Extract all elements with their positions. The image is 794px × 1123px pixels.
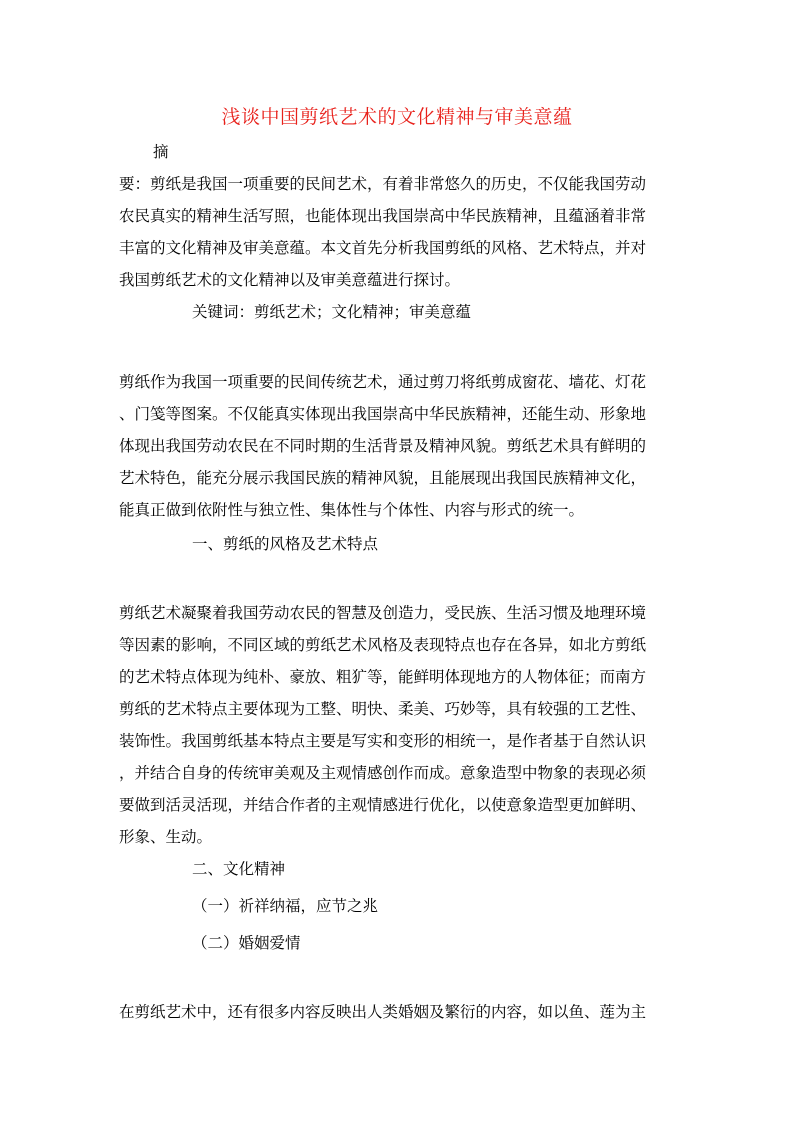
subheading-2 bbox=[119, 927, 675, 959]
section-heading-2 bbox=[119, 853, 675, 885]
document-title: 浅谈中国剪纸艺术的文化精神与审美意蕴 bbox=[221, 106, 573, 128]
heading-text: 一、剪纸的风格及艺术特点 bbox=[192, 535, 379, 553]
abstract bbox=[119, 136, 675, 296]
subheading-text: （一）祈祥纳福，应节之兆 bbox=[192, 897, 379, 915]
paragraph-line: 形象、生动。 bbox=[119, 828, 213, 846]
paragraph-line: 、门笺等图案。不仅能真实体现出我国崇高中华民族精神，还能生动、形象地 bbox=[119, 405, 647, 423]
paragraph-1 bbox=[119, 366, 675, 526]
paragraph-line: 要做到活灵活现，并结合作者的主观情感进行优化，以使意象造型更加鲜明、 bbox=[119, 796, 647, 814]
paragraph-line: ，并结合自身的传统审美观及主观情感创作而成。意象造型中物象的表现必须 bbox=[119, 764, 647, 782]
paragraph-line: 艺术特色，能充分展示我国民族的精神风貌，且能展现出我国民族精神文化， bbox=[119, 469, 647, 487]
keywords-line: 关键词：剪纸艺术；文化精神；审美意蕴 bbox=[192, 303, 472, 321]
paragraph-line: 剪纸艺术凝聚着我国劳动农民的智慧及创造力，受民族、生活习惯及地理环境 bbox=[119, 604, 647, 622]
subheading-text: （二）婚姻爱情 bbox=[192, 934, 301, 952]
subheading-1 bbox=[119, 890, 675, 922]
section-heading-1 bbox=[119, 528, 675, 560]
paragraph-3 bbox=[119, 996, 675, 1028]
abstract-line: 要：剪纸是我国一项重要的民间艺术，有着非常悠久的历史，不仅能我国劳动 bbox=[119, 175, 647, 193]
abstract-line: 我国剪纸艺术的文化精神以及审美意蕴进行探讨。 bbox=[119, 271, 461, 289]
paragraph-line: 装饰性。我国剪纸基本特点主要是写实和变形的相统一，是作者基于自然认识 bbox=[119, 732, 647, 750]
paragraph-line: 在剪纸艺术中，还有很多内容反映出人类婚姻及繁衍的内容，如以鱼、莲为主 bbox=[119, 1003, 647, 1021]
keywords bbox=[119, 296, 675, 328]
abstract-line: 丰富的文化精神及审美意蕴。本文首先分析我国剪纸的风格、艺术特点，并对 bbox=[119, 239, 647, 257]
paragraph-line: 体现出我国劳动农民在不同时期的生活背景及精神风貌。剪纸艺术具有鲜明的 bbox=[119, 437, 647, 455]
abstract-line: 农民真实的精神生活写照，也能体现出我国崇高中华民族精神，且蕴涵着非常 bbox=[119, 207, 647, 225]
paragraph-line: 剪纸作为我国一项重要的民间传统艺术，通过剪刀将纸剪成窗花、墙花、灯花 bbox=[119, 373, 647, 391]
heading-text: 二、文化精神 bbox=[192, 860, 286, 878]
paragraph-2 bbox=[119, 597, 675, 853]
paragraph-line: 剪纸的艺术特点主要体现为工整、明快、柔美、巧妙等，具有较强的工艺性、 bbox=[119, 700, 647, 718]
paragraph-line: 的艺术特点体现为纯朴、豪放、粗犷等，能鲜明体现地方的人物体征；而南方 bbox=[119, 668, 647, 686]
abstract-line: 摘 bbox=[153, 143, 169, 161]
paragraph-line: 能真正做到依附性与独立性、集体性与个体性、内容与形式的统一。 bbox=[119, 501, 585, 519]
paragraph-line: 等因素的影响，不同区域的剪纸艺术风格及表现特点也存在各异，如北方剪纸 bbox=[119, 636, 647, 654]
